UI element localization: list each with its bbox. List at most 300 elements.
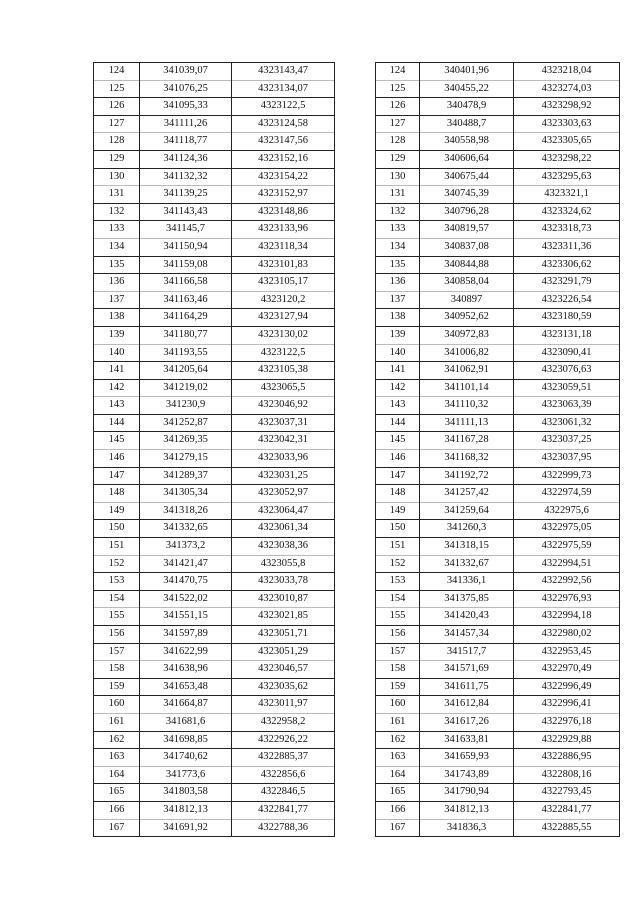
point-number-cell: 158 bbox=[376, 661, 420, 679]
point-number-cell: 130 bbox=[376, 168, 420, 186]
y-coordinate-cell: 4322885,55 bbox=[514, 819, 620, 837]
point-number-cell: 165 bbox=[94, 784, 140, 802]
y-coordinate-cell: 4323033,96 bbox=[232, 450, 335, 468]
x-coordinate-cell: 341193,55 bbox=[140, 344, 232, 362]
table-row bbox=[376, 168, 620, 186]
point-number-cell: 161 bbox=[376, 713, 420, 731]
point-number-cell: 151 bbox=[94, 538, 140, 556]
point-number-cell: 132 bbox=[376, 203, 420, 221]
y-coordinate-cell: 4322926,22 bbox=[232, 731, 335, 749]
y-coordinate-cell: 4323298,22 bbox=[514, 150, 620, 168]
x-coordinate-cell: 340478,9 bbox=[420, 98, 514, 116]
x-coordinate-cell: 341373,2 bbox=[140, 538, 232, 556]
table-row bbox=[376, 784, 620, 802]
point-number-cell: 131 bbox=[94, 186, 140, 204]
point-number-cell: 147 bbox=[94, 467, 140, 485]
table-row bbox=[376, 590, 620, 608]
point-number-cell: 141 bbox=[94, 362, 140, 380]
y-coordinate-cell: 4323061,34 bbox=[232, 520, 335, 538]
y-coordinate-cell: 4323274,03 bbox=[514, 80, 620, 98]
x-coordinate-cell: 341062,91 bbox=[420, 362, 514, 380]
point-number-cell: 126 bbox=[376, 98, 420, 116]
point-number-cell: 142 bbox=[376, 379, 420, 397]
point-number-cell: 157 bbox=[376, 643, 420, 661]
table-row bbox=[94, 590, 335, 608]
x-coordinate-cell: 341470,75 bbox=[140, 573, 232, 591]
point-number-cell: 142 bbox=[94, 379, 140, 397]
table-row bbox=[376, 766, 620, 784]
x-coordinate-cell: 341457,34 bbox=[420, 626, 514, 644]
table-row bbox=[376, 573, 620, 591]
table-row bbox=[376, 626, 620, 644]
point-number-cell: 156 bbox=[376, 626, 420, 644]
point-number-cell: 140 bbox=[376, 344, 420, 362]
x-coordinate-cell: 340819,57 bbox=[420, 221, 514, 239]
y-coordinate-cell: 4322976,18 bbox=[514, 713, 620, 731]
x-coordinate-cell: 340401,96 bbox=[420, 63, 514, 81]
x-coordinate-cell: 341812,13 bbox=[420, 801, 514, 819]
y-coordinate-cell: 4323127,94 bbox=[232, 309, 335, 327]
table-row bbox=[94, 186, 335, 204]
x-coordinate-cell: 341803,58 bbox=[140, 784, 232, 802]
point-number-cell: 152 bbox=[376, 555, 420, 573]
point-number-cell: 129 bbox=[376, 150, 420, 168]
table-row bbox=[94, 766, 335, 784]
x-coordinate-cell: 341743,89 bbox=[420, 766, 514, 784]
y-coordinate-cell: 4323148,86 bbox=[232, 203, 335, 221]
x-coordinate-cell: 341101,14 bbox=[420, 379, 514, 397]
table-row bbox=[94, 713, 335, 731]
point-number-cell: 137 bbox=[94, 291, 140, 309]
table-row bbox=[94, 608, 335, 626]
x-coordinate-cell: 341269,35 bbox=[140, 432, 232, 450]
table-row bbox=[94, 63, 335, 81]
y-coordinate-cell: 4323124,58 bbox=[232, 115, 335, 133]
y-coordinate-cell: 4323152,97 bbox=[232, 186, 335, 204]
point-number-cell: 143 bbox=[376, 397, 420, 415]
table-row bbox=[94, 678, 335, 696]
table-row bbox=[376, 133, 620, 151]
table-row bbox=[94, 414, 335, 432]
y-coordinate-cell: 4322958,2 bbox=[232, 713, 335, 731]
x-coordinate-cell: 341517,7 bbox=[420, 643, 514, 661]
table-row bbox=[94, 291, 335, 309]
point-number-cell: 134 bbox=[94, 238, 140, 256]
x-coordinate-cell: 341139,25 bbox=[140, 186, 232, 204]
y-coordinate-cell: 4323046,57 bbox=[232, 661, 335, 679]
table-row bbox=[94, 98, 335, 116]
table-row bbox=[94, 696, 335, 714]
table-row bbox=[376, 186, 620, 204]
x-coordinate-cell: 341664,87 bbox=[140, 696, 232, 714]
x-coordinate-cell: 341289,37 bbox=[140, 467, 232, 485]
table-row bbox=[94, 168, 335, 186]
table-row bbox=[376, 643, 620, 661]
x-coordinate-cell: 341252,87 bbox=[140, 414, 232, 432]
y-coordinate-cell: 4323130,02 bbox=[232, 326, 335, 344]
point-number-cell: 153 bbox=[376, 573, 420, 591]
y-coordinate-cell: 4323318,73 bbox=[514, 221, 620, 239]
y-coordinate-cell: 4322994,51 bbox=[514, 555, 620, 573]
x-coordinate-cell: 341192,72 bbox=[420, 467, 514, 485]
table-row bbox=[94, 274, 335, 292]
y-coordinate-cell: 4323052,97 bbox=[232, 485, 335, 503]
table-row bbox=[94, 520, 335, 538]
x-coordinate-cell: 341612,84 bbox=[420, 696, 514, 714]
point-number-cell: 131 bbox=[376, 186, 420, 204]
x-coordinate-cell: 341522,02 bbox=[140, 590, 232, 608]
table-row bbox=[94, 221, 335, 239]
x-coordinate-cell: 341039,07 bbox=[140, 63, 232, 81]
point-number-cell: 144 bbox=[376, 414, 420, 432]
y-coordinate-cell: 4323218,04 bbox=[514, 63, 620, 81]
x-coordinate-cell: 341617,26 bbox=[420, 713, 514, 731]
table-row bbox=[376, 731, 620, 749]
x-coordinate-cell: 341279,15 bbox=[140, 450, 232, 468]
coordinates-table-right bbox=[375, 62, 620, 837]
x-coordinate-cell: 341076,25 bbox=[140, 80, 232, 98]
table-row bbox=[376, 538, 620, 556]
point-number-cell: 156 bbox=[94, 626, 140, 644]
point-number-cell: 149 bbox=[94, 502, 140, 520]
x-coordinate-cell: 340972,83 bbox=[420, 326, 514, 344]
table-row bbox=[376, 713, 620, 731]
table-row bbox=[376, 432, 620, 450]
table-row bbox=[94, 801, 335, 819]
y-coordinate-cell: 4322808,16 bbox=[514, 766, 620, 784]
x-coordinate-cell: 340558,98 bbox=[420, 133, 514, 151]
x-coordinate-cell: 341006,82 bbox=[420, 344, 514, 362]
x-coordinate-cell: 341168,32 bbox=[420, 450, 514, 468]
y-coordinate-cell: 4323122,5 bbox=[232, 344, 335, 362]
point-number-cell: 128 bbox=[94, 133, 140, 151]
x-coordinate-cell: 341773,6 bbox=[140, 766, 232, 784]
y-coordinate-cell: 4322929,88 bbox=[514, 731, 620, 749]
table-body bbox=[94, 63, 335, 837]
point-number-cell: 147 bbox=[376, 467, 420, 485]
table-row bbox=[376, 256, 620, 274]
table-row bbox=[376, 309, 620, 327]
point-number-cell: 164 bbox=[94, 766, 140, 784]
x-coordinate-cell: 341164,29 bbox=[140, 309, 232, 327]
x-coordinate-cell: 340745,39 bbox=[420, 186, 514, 204]
point-number-cell: 138 bbox=[94, 309, 140, 327]
point-number-cell: 125 bbox=[94, 80, 140, 98]
y-coordinate-cell: 4323303,63 bbox=[514, 115, 620, 133]
y-coordinate-cell: 4323118,34 bbox=[232, 238, 335, 256]
point-number-cell: 133 bbox=[94, 221, 140, 239]
x-coordinate-cell: 341163,46 bbox=[140, 291, 232, 309]
x-coordinate-cell: 340837,08 bbox=[420, 238, 514, 256]
y-coordinate-cell: 4322974,59 bbox=[514, 485, 620, 503]
point-number-cell: 150 bbox=[376, 520, 420, 538]
table-row bbox=[376, 362, 620, 380]
y-coordinate-cell: 4323031,25 bbox=[232, 467, 335, 485]
point-number-cell: 166 bbox=[376, 801, 420, 819]
y-coordinate-cell: 4323037,25 bbox=[514, 432, 620, 450]
point-number-cell: 160 bbox=[376, 696, 420, 714]
point-number-cell: 128 bbox=[376, 133, 420, 151]
point-number-cell: 136 bbox=[376, 274, 420, 292]
table-row bbox=[376, 520, 620, 538]
y-coordinate-cell: 4323042,31 bbox=[232, 432, 335, 450]
table-row bbox=[376, 291, 620, 309]
x-coordinate-cell: 341622,99 bbox=[140, 643, 232, 661]
point-number-cell: 132 bbox=[94, 203, 140, 221]
point-number-cell: 161 bbox=[94, 713, 140, 731]
x-coordinate-cell: 340858,04 bbox=[420, 274, 514, 292]
table-row bbox=[94, 749, 335, 767]
x-coordinate-cell: 341332,67 bbox=[420, 555, 514, 573]
y-coordinate-cell: 4323298,92 bbox=[514, 98, 620, 116]
x-coordinate-cell: 341318,15 bbox=[420, 538, 514, 556]
y-coordinate-cell: 4322885,37 bbox=[232, 749, 335, 767]
point-number-cell: 158 bbox=[94, 661, 140, 679]
point-number-cell: 127 bbox=[94, 115, 140, 133]
table-row bbox=[94, 731, 335, 749]
point-number-cell: 157 bbox=[94, 643, 140, 661]
table-row bbox=[376, 397, 620, 415]
x-coordinate-cell: 341659,93 bbox=[420, 749, 514, 767]
x-coordinate-cell: 341219,02 bbox=[140, 379, 232, 397]
y-coordinate-cell: 4322793,45 bbox=[514, 784, 620, 802]
y-coordinate-cell: 4323061,32 bbox=[514, 414, 620, 432]
table-row bbox=[94, 643, 335, 661]
table-row bbox=[376, 150, 620, 168]
table-row bbox=[376, 98, 620, 116]
point-number-cell: 139 bbox=[94, 326, 140, 344]
table-row bbox=[94, 238, 335, 256]
y-coordinate-cell: 4322996,49 bbox=[514, 678, 620, 696]
y-coordinate-cell: 4323105,17 bbox=[232, 274, 335, 292]
y-coordinate-cell: 4323059,51 bbox=[514, 379, 620, 397]
x-coordinate-cell: 341167,28 bbox=[420, 432, 514, 450]
table-row bbox=[94, 326, 335, 344]
point-number-cell: 167 bbox=[94, 819, 140, 837]
point-number-cell: 155 bbox=[376, 608, 420, 626]
table-row bbox=[94, 661, 335, 679]
x-coordinate-cell: 341260,3 bbox=[420, 520, 514, 538]
y-coordinate-cell: 4323046,92 bbox=[232, 397, 335, 415]
y-coordinate-cell: 4323134,07 bbox=[232, 80, 335, 98]
table-row bbox=[376, 608, 620, 626]
point-number-cell: 149 bbox=[376, 502, 420, 520]
table-row bbox=[376, 80, 620, 98]
x-coordinate-cell: 341259,64 bbox=[420, 502, 514, 520]
x-coordinate-cell: 340844,88 bbox=[420, 256, 514, 274]
y-coordinate-cell: 4323154,22 bbox=[232, 168, 335, 186]
table-row bbox=[94, 344, 335, 362]
x-coordinate-cell: 341118,77 bbox=[140, 133, 232, 151]
point-number-cell: 125 bbox=[376, 80, 420, 98]
point-number-cell: 135 bbox=[376, 256, 420, 274]
table-row bbox=[376, 379, 620, 397]
point-number-cell: 153 bbox=[94, 573, 140, 591]
table-row bbox=[94, 133, 335, 151]
point-number-cell: 138 bbox=[376, 309, 420, 327]
y-coordinate-cell: 4323035,62 bbox=[232, 678, 335, 696]
y-coordinate-cell: 4323101,83 bbox=[232, 256, 335, 274]
x-coordinate-cell: 341611,75 bbox=[420, 678, 514, 696]
y-coordinate-cell: 4322980,02 bbox=[514, 626, 620, 644]
y-coordinate-cell: 4323321,1 bbox=[514, 186, 620, 204]
point-number-cell: 129 bbox=[94, 150, 140, 168]
x-coordinate-cell: 341143,43 bbox=[140, 203, 232, 221]
y-coordinate-cell: 4323180,59 bbox=[514, 309, 620, 327]
point-number-cell: 148 bbox=[376, 485, 420, 503]
point-number-cell: 135 bbox=[94, 256, 140, 274]
y-coordinate-cell: 4323306,62 bbox=[514, 256, 620, 274]
y-coordinate-cell: 4322999,73 bbox=[514, 467, 620, 485]
x-coordinate-cell: 341318,26 bbox=[140, 502, 232, 520]
y-coordinate-cell: 4322996,41 bbox=[514, 696, 620, 714]
y-coordinate-cell: 4322975,05 bbox=[514, 520, 620, 538]
x-coordinate-cell: 341571,69 bbox=[420, 661, 514, 679]
table-row bbox=[94, 502, 335, 520]
point-number-cell: 130 bbox=[94, 168, 140, 186]
x-coordinate-cell: 341740,62 bbox=[140, 749, 232, 767]
table-row bbox=[376, 450, 620, 468]
point-number-cell: 146 bbox=[94, 450, 140, 468]
x-coordinate-cell: 341159,08 bbox=[140, 256, 232, 274]
y-coordinate-cell: 4323147,56 bbox=[232, 133, 335, 151]
x-coordinate-cell: 341111,13 bbox=[420, 414, 514, 432]
x-coordinate-cell: 341812,13 bbox=[140, 801, 232, 819]
x-coordinate-cell: 341180,77 bbox=[140, 326, 232, 344]
table-row bbox=[94, 573, 335, 591]
y-coordinate-cell: 4323051,29 bbox=[232, 643, 335, 661]
x-coordinate-cell: 340488,7 bbox=[420, 115, 514, 133]
y-coordinate-cell: 4323324,62 bbox=[514, 203, 620, 221]
table-row bbox=[376, 221, 620, 239]
y-coordinate-cell: 4322886,95 bbox=[514, 749, 620, 767]
point-number-cell: 145 bbox=[376, 432, 420, 450]
point-number-cell: 163 bbox=[94, 749, 140, 767]
x-coordinate-cell: 340796,28 bbox=[420, 203, 514, 221]
table-row bbox=[94, 397, 335, 415]
point-number-cell: 139 bbox=[376, 326, 420, 344]
table-row bbox=[376, 696, 620, 714]
x-coordinate-cell: 341150,94 bbox=[140, 238, 232, 256]
y-coordinate-cell: 4322976,93 bbox=[514, 590, 620, 608]
table-row bbox=[94, 538, 335, 556]
x-coordinate-cell: 341653,48 bbox=[140, 678, 232, 696]
table-row bbox=[94, 555, 335, 573]
y-coordinate-cell: 4323133,96 bbox=[232, 221, 335, 239]
point-number-cell: 137 bbox=[376, 291, 420, 309]
y-coordinate-cell: 4322788,36 bbox=[232, 819, 335, 837]
x-coordinate-cell: 340455,22 bbox=[420, 80, 514, 98]
y-coordinate-cell: 4323305,65 bbox=[514, 133, 620, 151]
x-coordinate-cell: 341095,33 bbox=[140, 98, 232, 116]
y-coordinate-cell: 4323064,47 bbox=[232, 502, 335, 520]
table-row bbox=[94, 256, 335, 274]
point-number-cell: 126 bbox=[94, 98, 140, 116]
x-coordinate-cell: 341597,89 bbox=[140, 626, 232, 644]
x-coordinate-cell: 341230,9 bbox=[140, 397, 232, 415]
x-coordinate-cell: 341205,64 bbox=[140, 362, 232, 380]
table-row bbox=[94, 819, 335, 837]
table-row bbox=[376, 414, 620, 432]
y-coordinate-cell: 4323295,63 bbox=[514, 168, 620, 186]
x-coordinate-cell: 341836,3 bbox=[420, 819, 514, 837]
x-coordinate-cell: 341110,32 bbox=[420, 397, 514, 415]
point-number-cell: 163 bbox=[376, 749, 420, 767]
table-row bbox=[94, 485, 335, 503]
y-coordinate-cell: 4323038,36 bbox=[232, 538, 335, 556]
table-row bbox=[94, 467, 335, 485]
point-number-cell: 154 bbox=[376, 590, 420, 608]
table-row bbox=[94, 626, 335, 644]
table-row bbox=[376, 326, 620, 344]
x-coordinate-cell: 341681,6 bbox=[140, 713, 232, 731]
y-coordinate-cell: 4322992,56 bbox=[514, 573, 620, 591]
y-coordinate-cell: 4323063,39 bbox=[514, 397, 620, 415]
x-coordinate-cell: 340897 bbox=[420, 291, 514, 309]
point-number-cell: 165 bbox=[376, 784, 420, 802]
y-coordinate-cell: 4323051,71 bbox=[232, 626, 335, 644]
y-coordinate-cell: 4323055,8 bbox=[232, 555, 335, 573]
table-row bbox=[376, 678, 620, 696]
table-row bbox=[94, 379, 335, 397]
y-coordinate-cell: 4322841,77 bbox=[232, 801, 335, 819]
point-number-cell: 152 bbox=[94, 555, 140, 573]
point-number-cell: 162 bbox=[376, 731, 420, 749]
x-coordinate-cell: 341691,92 bbox=[140, 819, 232, 837]
table-row bbox=[376, 63, 620, 81]
point-number-cell: 166 bbox=[94, 801, 140, 819]
x-coordinate-cell: 340952,62 bbox=[420, 309, 514, 327]
table-row bbox=[94, 784, 335, 802]
y-coordinate-cell: 4323120,2 bbox=[232, 291, 335, 309]
table-row bbox=[94, 450, 335, 468]
x-coordinate-cell: 341421,47 bbox=[140, 555, 232, 573]
table-row bbox=[376, 115, 620, 133]
x-coordinate-cell: 340675,44 bbox=[420, 168, 514, 186]
x-coordinate-cell: 341305,34 bbox=[140, 485, 232, 503]
x-coordinate-cell: 341633,81 bbox=[420, 731, 514, 749]
point-number-cell: 146 bbox=[376, 450, 420, 468]
y-coordinate-cell: 4323291,79 bbox=[514, 274, 620, 292]
point-number-cell: 133 bbox=[376, 221, 420, 239]
point-number-cell: 140 bbox=[94, 344, 140, 362]
coordinates-table-left bbox=[93, 62, 335, 837]
point-number-cell: 155 bbox=[94, 608, 140, 626]
table-row bbox=[94, 432, 335, 450]
y-coordinate-cell: 4322975,6 bbox=[514, 502, 620, 520]
x-coordinate-cell: 341145,7 bbox=[140, 221, 232, 239]
point-number-cell: 141 bbox=[376, 362, 420, 380]
x-coordinate-cell: 341375,85 bbox=[420, 590, 514, 608]
point-number-cell: 150 bbox=[94, 520, 140, 538]
x-coordinate-cell: 341132,32 bbox=[140, 168, 232, 186]
x-coordinate-cell: 341124,36 bbox=[140, 150, 232, 168]
table-row bbox=[94, 150, 335, 168]
table-row bbox=[376, 749, 620, 767]
x-coordinate-cell: 341336,1 bbox=[420, 573, 514, 591]
y-coordinate-cell: 4323076,63 bbox=[514, 362, 620, 380]
x-coordinate-cell: 341257,42 bbox=[420, 485, 514, 503]
table-row bbox=[376, 661, 620, 679]
y-coordinate-cell: 4323226,54 bbox=[514, 291, 620, 309]
table-row bbox=[94, 203, 335, 221]
y-coordinate-cell: 4323105,38 bbox=[232, 362, 335, 380]
point-number-cell: 124 bbox=[94, 63, 140, 81]
point-number-cell: 154 bbox=[94, 590, 140, 608]
point-number-cell: 134 bbox=[376, 238, 420, 256]
table-row bbox=[94, 115, 335, 133]
table-row bbox=[376, 203, 620, 221]
